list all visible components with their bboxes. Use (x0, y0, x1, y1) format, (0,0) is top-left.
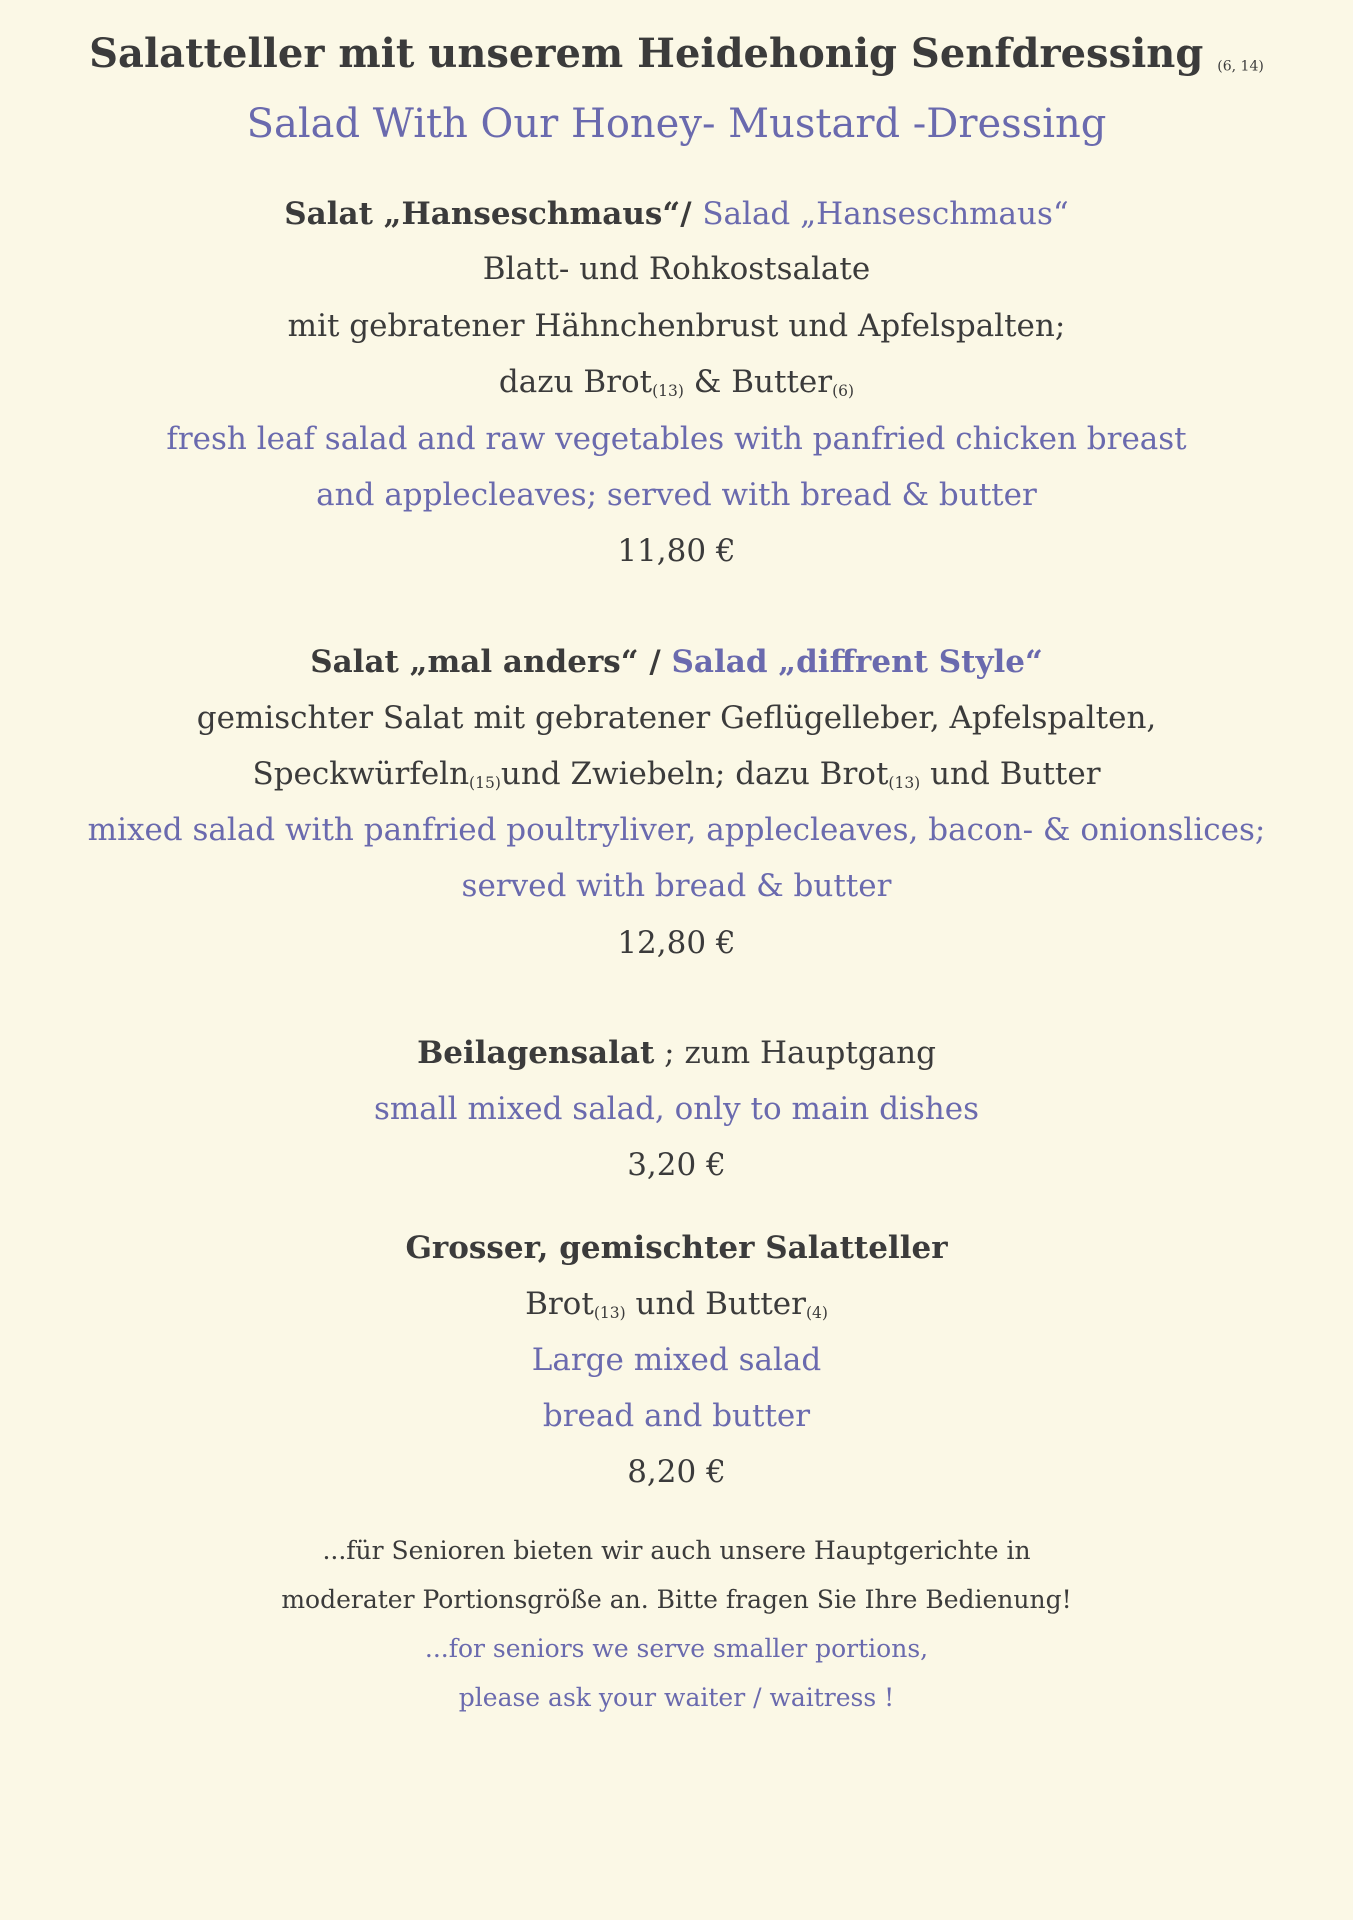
item-1-desc-en-1: fresh leaf salad and raw vegetables with panfried chicken breast (166, 421, 1187, 457)
section-title-en: Salad With Our Honey- Mustard -Dressing (246, 101, 1107, 147)
item-2-desc-en-2: served with bread & butter (461, 868, 892, 904)
footer-en-1: ...for seniors we serve smaller portions, (424, 1634, 929, 1663)
item-3-name-de: Beilagensalat (417, 1035, 655, 1071)
item-1-name-en: Salad „Hanseschmaus“ (702, 196, 1069, 232)
item-4-title: Grosser, gemischter Salatteller (405, 1230, 948, 1266)
item-3-desc-en: small mixed salad, only to main dishes (373, 1091, 980, 1127)
item-3-name-rest: ; zum Hauptgang (654, 1035, 936, 1071)
item-1-price: 11,80 € (617, 533, 736, 569)
item-4-bread-line (0, 1286, 1353, 1322)
item-1-bread: dazu Brot (498, 364, 653, 400)
item-2-bacon-allergen: (15) (469, 773, 501, 792)
item-2-separator: / (638, 644, 672, 680)
item-4-butter: und Butter (625, 1286, 806, 1322)
item-2-bacon: Speckwürfeln (252, 756, 470, 792)
item-2-desc-de-1: gemischter Salat mit gebratener Geflügelleber, Apfelspalten, (196, 700, 1157, 736)
item-4-butter-allergen: (4) (805, 1303, 828, 1322)
item-1-separator: / (680, 196, 703, 232)
item-2-butter: und Butter (920, 756, 1101, 792)
item-1-butter: & Butter (683, 364, 833, 400)
item-1-desc-de-1: Blatt- und Rohkostsalate (482, 251, 871, 287)
item-4-bread: Brot (525, 1286, 594, 1322)
item-2-desc-en-1: mixed salad with panfried poultryliver, applecleaves, bacon- & onionslices; (87, 812, 1266, 848)
footer-en-2: please ask your waiter / waitress ! (458, 1683, 895, 1712)
item-4-desc-en-1: Large mixed salad (531, 1342, 822, 1378)
footer-de-1: ...für Senioren bieten wir auch unsere Hauptgerichte in (322, 1536, 1031, 1565)
item-1-bread-allergen: (13) (652, 381, 684, 400)
item-1-title (0, 196, 1353, 232)
item-1-desc-de-2: mit gebratener Hähnchenbrust und Apfelspalten; (287, 308, 1066, 344)
item-2-onions-bread: und Zwiebeln; dazu Brot (500, 756, 889, 792)
item-4-desc-en-2: bread and butter (542, 1398, 811, 1434)
item-4-bread-allergen: (13) (593, 1303, 626, 1322)
item-2-price: 12,80 € (617, 925, 736, 961)
item-2-name-en: Salad „diffrent Style“ (671, 644, 1043, 680)
item-3-title (0, 1035, 1353, 1071)
item-2-name-de: Salat „mal anders“ (310, 644, 639, 680)
item-2-desc-de-2 (0, 756, 1353, 792)
item-4-price: 8,20 € (627, 1454, 726, 1490)
item-1-name-de: Salat „Hanseschmaus“ (284, 196, 681, 232)
item-1-bread-line (0, 364, 1353, 400)
item-3-price: 3,20 € (627, 1147, 726, 1183)
footer-de-2: moderater Portionsgröße an. Bitte fragen Sie Ihre Bedienung! (281, 1585, 1072, 1614)
section-title-de (0, 30, 1353, 77)
item-1-butter-allergen: (6) (832, 381, 855, 400)
item-2-bread-allergen: (13) (888, 773, 921, 792)
item-2-title (0, 644, 1353, 680)
title-allergens: (6, 14) (1217, 58, 1264, 75)
title-de-text: Salatteller mit unserem Heidehonig Senfdressing (89, 30, 1204, 77)
item-1-desc-en-2: and applecleaves; served with bread & butter (316, 477, 1037, 513)
